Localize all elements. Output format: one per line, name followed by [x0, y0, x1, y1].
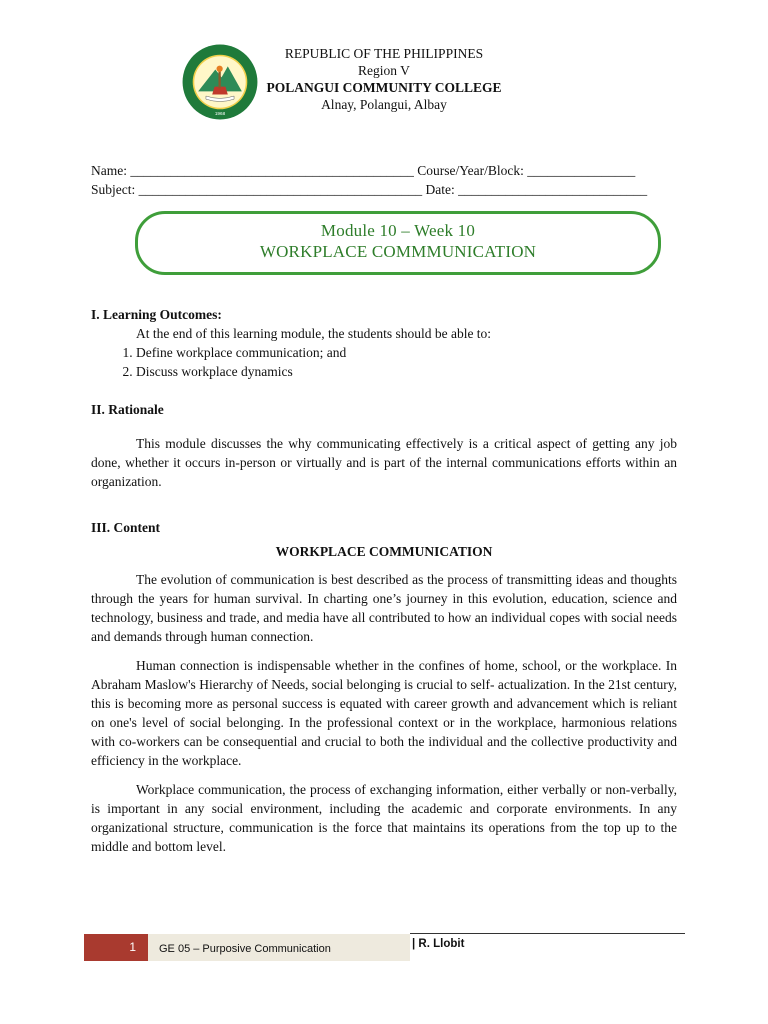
footer-course: GE 05 – Purposive Communication: [148, 934, 410, 961]
outcomes-list: [91, 343, 677, 381]
header-college: POLANGUI COMMUNITY COLLEGE: [266, 80, 502, 95]
name-field[interactable]: __________________________________________: [130, 163, 414, 178]
module-content: [91, 305, 677, 856]
header-address: Alnay, Polangui, Albay: [321, 97, 447, 112]
content-paragraph-2: Human connection is indispensable whether in the confines of home, school, or the workplace. In Abraham Maslow's Hierarchy of Needs, social belonging is crucial to self- actualization. In the 21st century, this is becoming more as personal success is equated with career growth and advancement which is reliant on one's level of social belonging. In the professional context or in the workplace, harmonious relations with co-workers can be consequential and crucial to both the individual and the collective productivity and efficiency in the workplace.: [91, 658, 677, 768]
content-heading: III. Content: [91, 520, 161, 535]
content-title: WORKPLACE COMMUNICATION: [275, 544, 493, 559]
header-republic: REPUBLIC OF THE PHILIPPINES: [284, 46, 484, 61]
course-label: Course/Year/Block:: [417, 163, 524, 178]
course-field[interactable]: ________________: [527, 163, 636, 178]
document-header: [240, 45, 528, 113]
form-row-1: [91, 161, 691, 180]
student-info-form: [91, 161, 691, 199]
footer-rule: [410, 933, 685, 934]
name-label: Name:: [91, 163, 127, 178]
list-item: 1. Define workplace communication; and: [136, 343, 677, 362]
outcomes-intro: At the end of this learning module, the students should be able to:: [136, 326, 492, 341]
content-paragraph-3: Workplace communication, the process of exchanging information, either verbally or non-verbally, is important in any social environment, including the academic and corporate environments. In any organizational structure, communication is the force that maintains its operations from the top up to the middle and bottom level.: [91, 782, 677, 854]
rationale-heading: II. Rationale: [91, 402, 164, 417]
outcomes-heading: I. Learning Outcomes:: [91, 307, 222, 322]
page-number: 1: [84, 934, 148, 961]
module-title-box: [135, 211, 661, 275]
module-title: Module 10 – Week 10: [320, 221, 476, 240]
content-paragraph-1: The evolution of communication is best described as the process of transmitting ideas and thoughts through the years for human survival. In charting one’s journey in this evolution, education, science and technology, business and trade, and media have all contributed to how an individual copes with social needs and demands through human connection.: [91, 572, 677, 644]
subject-field[interactable]: __________________________________________: [138, 182, 423, 197]
list-item: 2. Discuss workplace dynamics: [136, 362, 677, 381]
module-subtitle: WORKPLACE COMMMUNICATION: [259, 242, 537, 261]
rationale-text: This module discusses the why communicating effectively is a critical aspect of getting any job done, whether it occurs in-person or virtually and is part of the internal communications efforts within an organization.: [91, 436, 677, 489]
subject-label: Subject:: [91, 182, 136, 197]
footer-author: | R. Llobit: [412, 938, 465, 950]
seal-year: 1968: [214, 110, 226, 116]
date-label: Date:: [425, 182, 455, 197]
form-row-2: [91, 180, 691, 199]
header-region: Region V: [358, 63, 410, 78]
date-field[interactable]: ____________________________: [458, 182, 648, 197]
